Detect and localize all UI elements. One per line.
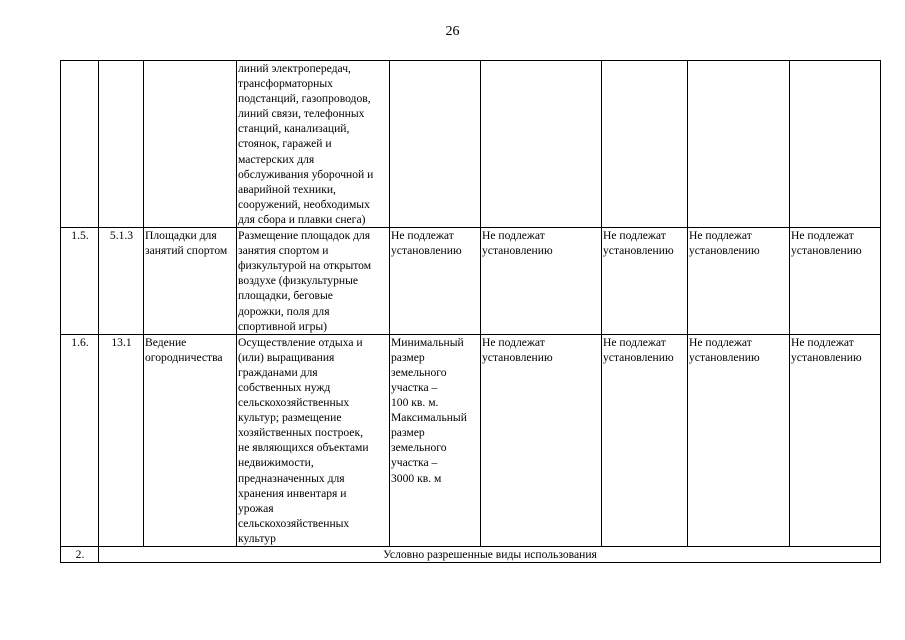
- param-cell: [688, 61, 790, 228]
- param-cell: Минимальный размер земельного участка – 100 кв. м. Максимальный размер земельного участка – 3000 кв. м: [390, 334, 481, 546]
- num-cell: 1.6.: [61, 334, 99, 546]
- param-cell: [602, 61, 688, 228]
- description-cell: линий электропередач, трансформаторных подстанций, газопроводов, линий связи, телефонных станций, канализаций, стоянок, гаражей и мастерских для обслуживания уборочной и аварийной техники, сооружений, необходимых для сбора и плавки снега): [237, 61, 390, 228]
- param-cell: Не подлежат установлению: [688, 334, 790, 546]
- param-cell: Не подлежат установлению: [481, 334, 602, 546]
- name-cell: Ведение огородничества: [144, 334, 237, 546]
- land-use-table: [60, 60, 881, 563]
- param-cell: Не подлежат установлению: [602, 334, 688, 546]
- param-cell: [790, 61, 881, 228]
- page-number: 26: [445, 24, 460, 39]
- num-cell: 1.5.: [61, 228, 99, 335]
- num-cell: [61, 61, 99, 228]
- param-cell: Не подлежат установлению: [481, 228, 602, 335]
- param-cell: [481, 61, 602, 228]
- table-row: [61, 228, 881, 335]
- code-cell: 5.1.3: [99, 228, 144, 335]
- param-cell: Не подлежат установлению: [390, 228, 481, 335]
- section-num-cell: 2.: [61, 547, 99, 563]
- name-cell: [144, 61, 237, 228]
- param-cell: Не подлежат установлению: [790, 228, 881, 335]
- name-cell: Площадки для занятий спортом: [144, 228, 237, 335]
- table-row: [61, 334, 881, 546]
- table-row-continuation: [61, 61, 881, 228]
- param-cell: Не подлежат установлению: [790, 334, 881, 546]
- description-cell: Размещение площадок для занятия спортом и физкультурой на открытом воздухе (физкультурные площадки, беговые дорожки, поля для спортивной игры): [237, 228, 390, 335]
- section-header-row: [61, 547, 881, 563]
- description-cell: Осуществление отдыха и (или) выращивания гражданами для собственных нужд сельскохозяйственных культур; размещение хозяйственных построек, не являющихся объектами недвижимости, предназначенных для хранения инвентаря и урожая сельскохозяйственных культур: [237, 334, 390, 546]
- param-cell: Не подлежат установлению: [602, 228, 688, 335]
- param-cell: [390, 61, 481, 228]
- param-cell: Не подлежат установлению: [688, 228, 790, 335]
- section-title-cell: Условно разрешенные виды использования: [99, 547, 881, 563]
- code-cell: 13.1: [99, 334, 144, 546]
- code-cell: [99, 61, 144, 228]
